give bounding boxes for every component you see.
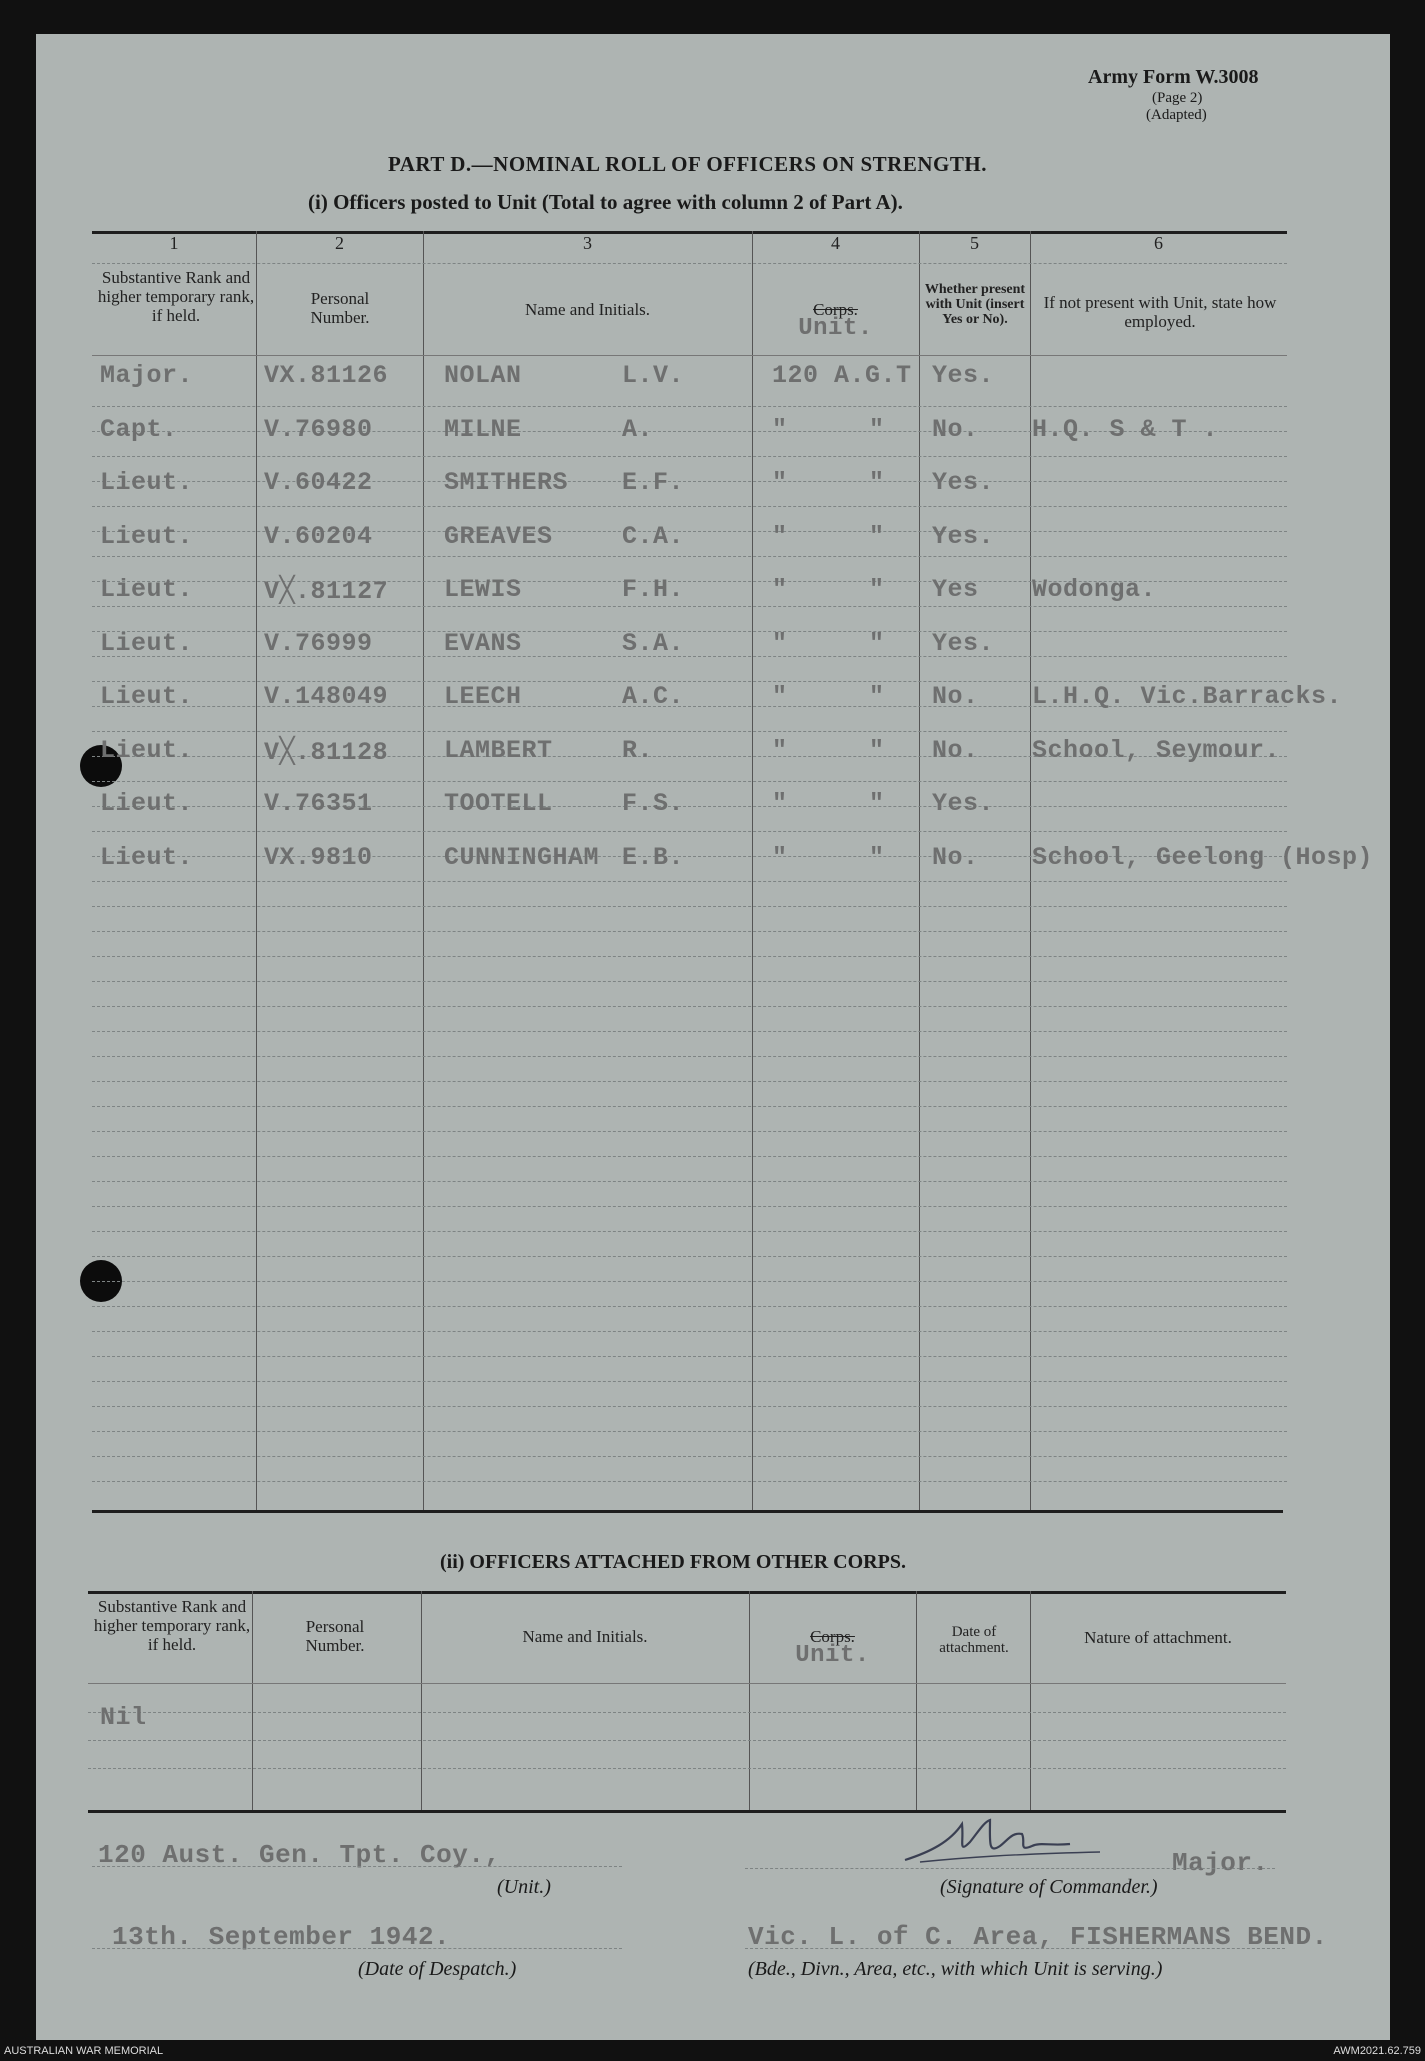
cell-unit: 120 A.G.T bbox=[772, 361, 912, 390]
part-ii-top-rule bbox=[88, 1591, 1286, 1594]
cell-initials: C.A. bbox=[622, 521, 685, 551]
footer-right: AWM2021.62.759 bbox=[1333, 2045, 1421, 2057]
cell-name: TOOTELL bbox=[444, 789, 553, 818]
cell-employed: School, Seymour. bbox=[1032, 735, 1281, 765]
header-corps-struck: Corps. bbox=[813, 300, 858, 319]
cell-present: Yes. bbox=[932, 521, 995, 551]
header-name: Name and Initials. bbox=[524, 300, 651, 319]
ruled-line bbox=[92, 831, 1287, 832]
ruled-line bbox=[92, 1131, 1287, 1132]
ruled-line bbox=[92, 1156, 1287, 1157]
col-divider-3 bbox=[752, 231, 753, 1510]
col-divider-5 bbox=[1030, 231, 1031, 1510]
date-line bbox=[92, 1948, 622, 1949]
cell-rank: Major. bbox=[100, 361, 194, 390]
cell-present: Yes. bbox=[932, 361, 995, 390]
cell-number: V.76980 bbox=[264, 414, 373, 444]
ii-header-corps-struck: Corps. bbox=[810, 1627, 855, 1646]
cell-unit2: " bbox=[869, 575, 885, 604]
unit-value: 120 Aust. Gen. Tpt. Coy., bbox=[98, 1840, 501, 1870]
ii-header-nature: Nature of attachment. bbox=[1084, 1628, 1232, 1647]
col-divider-2 bbox=[423, 231, 424, 1510]
ii-rule-1 bbox=[88, 1712, 1286, 1713]
cell-present: No. bbox=[932, 735, 979, 765]
ii-header-date: Date of attachment. bbox=[939, 1624, 1009, 1656]
signature-caption: (Signature of Commander.) bbox=[940, 1876, 1158, 1898]
ruled-line bbox=[92, 1006, 1287, 1007]
cell-unit: " bbox=[772, 414, 788, 444]
footer-left: AUSTRALIAN WAR MEMORIAL bbox=[4, 2045, 164, 2057]
cell-number: VX.9810 bbox=[264, 842, 373, 872]
cell-unit2: " bbox=[869, 842, 885, 872]
cell-unit2: " bbox=[869, 789, 885, 818]
ruled-line bbox=[92, 731, 1287, 732]
ruled-line bbox=[92, 556, 1287, 557]
cell-unit: " bbox=[772, 789, 788, 818]
area-value: Vic. L. of C. Area, FISHERMANS BEND. bbox=[748, 1922, 1328, 1952]
ii-entry-nil: Nil bbox=[100, 1703, 147, 1732]
cell-number: V.148049 bbox=[264, 682, 389, 711]
ruled-line bbox=[92, 956, 1287, 957]
cell-unit2: " bbox=[869, 521, 885, 551]
cell-rank: Lieut. bbox=[100, 575, 194, 604]
cell-present: Yes. bbox=[932, 628, 995, 658]
cell-initials: F.H. bbox=[622, 575, 685, 604]
cell-present: Yes. bbox=[932, 468, 995, 497]
ii-rule-2 bbox=[88, 1740, 1286, 1741]
cell-employed: School, Geelong (Hosp) bbox=[1032, 842, 1374, 872]
cell-unit: " bbox=[772, 628, 788, 658]
area-caption: (Bde., Divn., Area, etc., with which Unit is serving.) bbox=[748, 1958, 1163, 1980]
cell-present: No. bbox=[932, 414, 979, 444]
ruled-line bbox=[92, 506, 1287, 507]
form-name: Army Form W.3008 bbox=[1088, 66, 1259, 88]
ruled-line bbox=[92, 981, 1287, 982]
cell-number: V.76351 bbox=[264, 789, 373, 818]
cell-unit: " bbox=[772, 521, 788, 551]
cell-rank: Lieut. bbox=[100, 468, 194, 497]
header-rank: Substantive Rank and higher temporary rank, if held. bbox=[97, 268, 255, 325]
col-number-1: 1 bbox=[169, 233, 179, 253]
form-adapted: (Adapted) bbox=[1146, 107, 1207, 123]
col-number-5: 5 bbox=[970, 233, 979, 253]
ruled-line bbox=[92, 1106, 1287, 1107]
col-number-6: 6 bbox=[1154, 233, 1163, 253]
cell-unit2: " bbox=[869, 628, 885, 658]
col-number-3: 3 bbox=[583, 233, 592, 253]
cell-unit: " bbox=[772, 682, 788, 711]
cell-rank: Capt. bbox=[100, 414, 178, 444]
form-page-number: (Page 2) bbox=[1152, 90, 1203, 106]
commander-rank: Major. bbox=[1172, 1848, 1269, 1878]
ruled-line bbox=[92, 406, 1287, 407]
col-number-2: 2 bbox=[335, 233, 344, 253]
cell-name: MILNE bbox=[444, 414, 522, 444]
cell-employed: H.Q. S & T . bbox=[1032, 414, 1219, 444]
cell-number: VX.81126 bbox=[264, 361, 389, 390]
cell-name: NOLAN bbox=[444, 361, 522, 390]
cell-present: Yes. bbox=[932, 789, 995, 818]
cell-initials: F.S. bbox=[622, 789, 685, 818]
ii-header-rule bbox=[88, 1683, 1286, 1684]
header-rule bbox=[92, 355, 1287, 356]
commander-signature bbox=[900, 1812, 1120, 1872]
header-present: Whether present with Unit (insert Yes or No). bbox=[924, 282, 1026, 327]
header-personal-number: Personal Number. bbox=[310, 289, 370, 327]
cell-initials: E.B. bbox=[622, 842, 685, 872]
cell-number: V.60204 bbox=[264, 521, 373, 551]
cell-rank: Lieut. bbox=[100, 628, 194, 658]
header-employed: If not present with Unit, state how employed. bbox=[1043, 293, 1277, 331]
part-ii-divider-5 bbox=[1030, 1591, 1031, 1810]
cell-present: No. bbox=[932, 842, 979, 872]
cell-employed: Wodonga. bbox=[1032, 575, 1157, 604]
cell-initials: A. bbox=[622, 414, 654, 444]
cell-unit2: " bbox=[869, 682, 885, 711]
cell-number: V╳.81127 bbox=[264, 577, 389, 606]
cell-rank: Lieut. bbox=[100, 521, 194, 551]
unit-line bbox=[92, 1866, 622, 1867]
col-divider-1 bbox=[256, 231, 257, 1510]
ii-header-personal: Personal Number. bbox=[305, 1617, 365, 1655]
cell-rank: Lieut. bbox=[100, 842, 194, 872]
cell-unit: " bbox=[772, 468, 788, 497]
cell-unit: " bbox=[772, 842, 788, 872]
unit-caption: (Unit.) bbox=[497, 1876, 551, 1898]
ruled-line bbox=[92, 606, 1287, 607]
ruled-line bbox=[92, 1181, 1287, 1182]
ruled-line bbox=[92, 1256, 1287, 1257]
cell-unit: " bbox=[772, 735, 788, 765]
cell-employed: L.H.Q. Vic.Barracks. bbox=[1032, 682, 1343, 711]
cell-rank: Lieut. bbox=[100, 682, 194, 711]
cell-present: No. bbox=[932, 682, 979, 711]
cell-initials: E.F. bbox=[622, 468, 685, 497]
ruled-line bbox=[92, 931, 1287, 932]
col-number-4: 4 bbox=[831, 233, 840, 253]
cell-name: EVANS bbox=[444, 628, 522, 658]
cell-name: LEWIS bbox=[444, 575, 522, 604]
header-corps-unit: Unit. bbox=[798, 315, 873, 342]
cell-number: V╳.81128 bbox=[264, 737, 389, 767]
col-divider-4 bbox=[919, 231, 920, 1510]
ruled-line bbox=[92, 881, 1287, 882]
ii-header-corps-unit: Unit. bbox=[795, 1642, 870, 1669]
part-d-subtitle: (i) Officers posted to Unit (Total to agree with column 2 of Part A). bbox=[308, 190, 903, 214]
ruled-line bbox=[92, 781, 1287, 782]
cell-rank: Lieut. bbox=[100, 735, 194, 765]
ruled-line bbox=[92, 1056, 1287, 1057]
ruled-line bbox=[92, 1306, 1287, 1307]
cell-name: LAMBERT bbox=[444, 735, 553, 765]
cell-initials: L.V. bbox=[622, 361, 685, 390]
ruled-line bbox=[92, 1331, 1287, 1332]
part-ii-divider-4 bbox=[916, 1591, 917, 1810]
cell-rank: Lieut. bbox=[100, 789, 194, 818]
cell-name: CUNNINGHAM bbox=[444, 842, 600, 872]
ii-rule-3 bbox=[88, 1768, 1286, 1769]
ii-header-rank: Substantive Rank and higher temporary rank, if held. bbox=[93, 1597, 251, 1654]
ruled-line bbox=[92, 456, 1287, 457]
ruled-line bbox=[92, 1406, 1287, 1407]
ii-header-name: Name and Initials. bbox=[522, 1627, 648, 1646]
cell-name: GREAVES bbox=[444, 521, 553, 551]
col-number-rule bbox=[92, 263, 1287, 264]
part-d-title: PART D.—NOMINAL ROLL OF OFFICERS ON STRENGTH. bbox=[388, 152, 987, 176]
ruled-line bbox=[92, 1231, 1287, 1232]
part-ii-divider-2 bbox=[421, 1591, 422, 1810]
signature-line bbox=[745, 1868, 1275, 1869]
ruled-line bbox=[92, 1031, 1287, 1032]
ruled-line bbox=[92, 1456, 1287, 1457]
part-ii-divider-3 bbox=[749, 1591, 750, 1810]
cell-name: SMITHERS bbox=[444, 468, 569, 497]
cell-initials: A.C. bbox=[622, 682, 685, 711]
ruled-line bbox=[92, 1081, 1287, 1082]
ruled-line bbox=[92, 1281, 1287, 1282]
cell-initials: S.A. bbox=[622, 628, 685, 658]
ii-header-corps bbox=[749, 1627, 916, 1669]
header-corps bbox=[752, 300, 919, 342]
ruled-line bbox=[92, 1356, 1287, 1357]
ruled-line bbox=[92, 1381, 1287, 1382]
cell-number: V.60422 bbox=[264, 468, 373, 497]
cell-number: V.76999 bbox=[264, 628, 373, 658]
cell-name: LEECH bbox=[444, 682, 522, 711]
cell-unit: " bbox=[772, 575, 788, 604]
ruled-line bbox=[92, 1431, 1287, 1432]
cell-unit2: " bbox=[869, 468, 885, 497]
ruled-line bbox=[92, 1206, 1287, 1207]
cell-present: Yes bbox=[932, 575, 979, 604]
part-ii-title: (ii) OFFICERS ATTACHED FROM OTHER CORPS. bbox=[440, 1551, 906, 1573]
ruled-line bbox=[92, 906, 1287, 907]
despatch-date: 13th. September 1942. bbox=[112, 1922, 451, 1952]
cell-unit2: " bbox=[869, 414, 885, 444]
cell-unit2: " bbox=[869, 735, 885, 765]
date-caption: (Date of Despatch.) bbox=[358, 1958, 517, 1980]
cell-initials: R. bbox=[622, 735, 654, 765]
table-bottom-rule bbox=[92, 1510, 1283, 1513]
ruled-line bbox=[92, 1481, 1287, 1482]
area-line bbox=[745, 1948, 1285, 1949]
